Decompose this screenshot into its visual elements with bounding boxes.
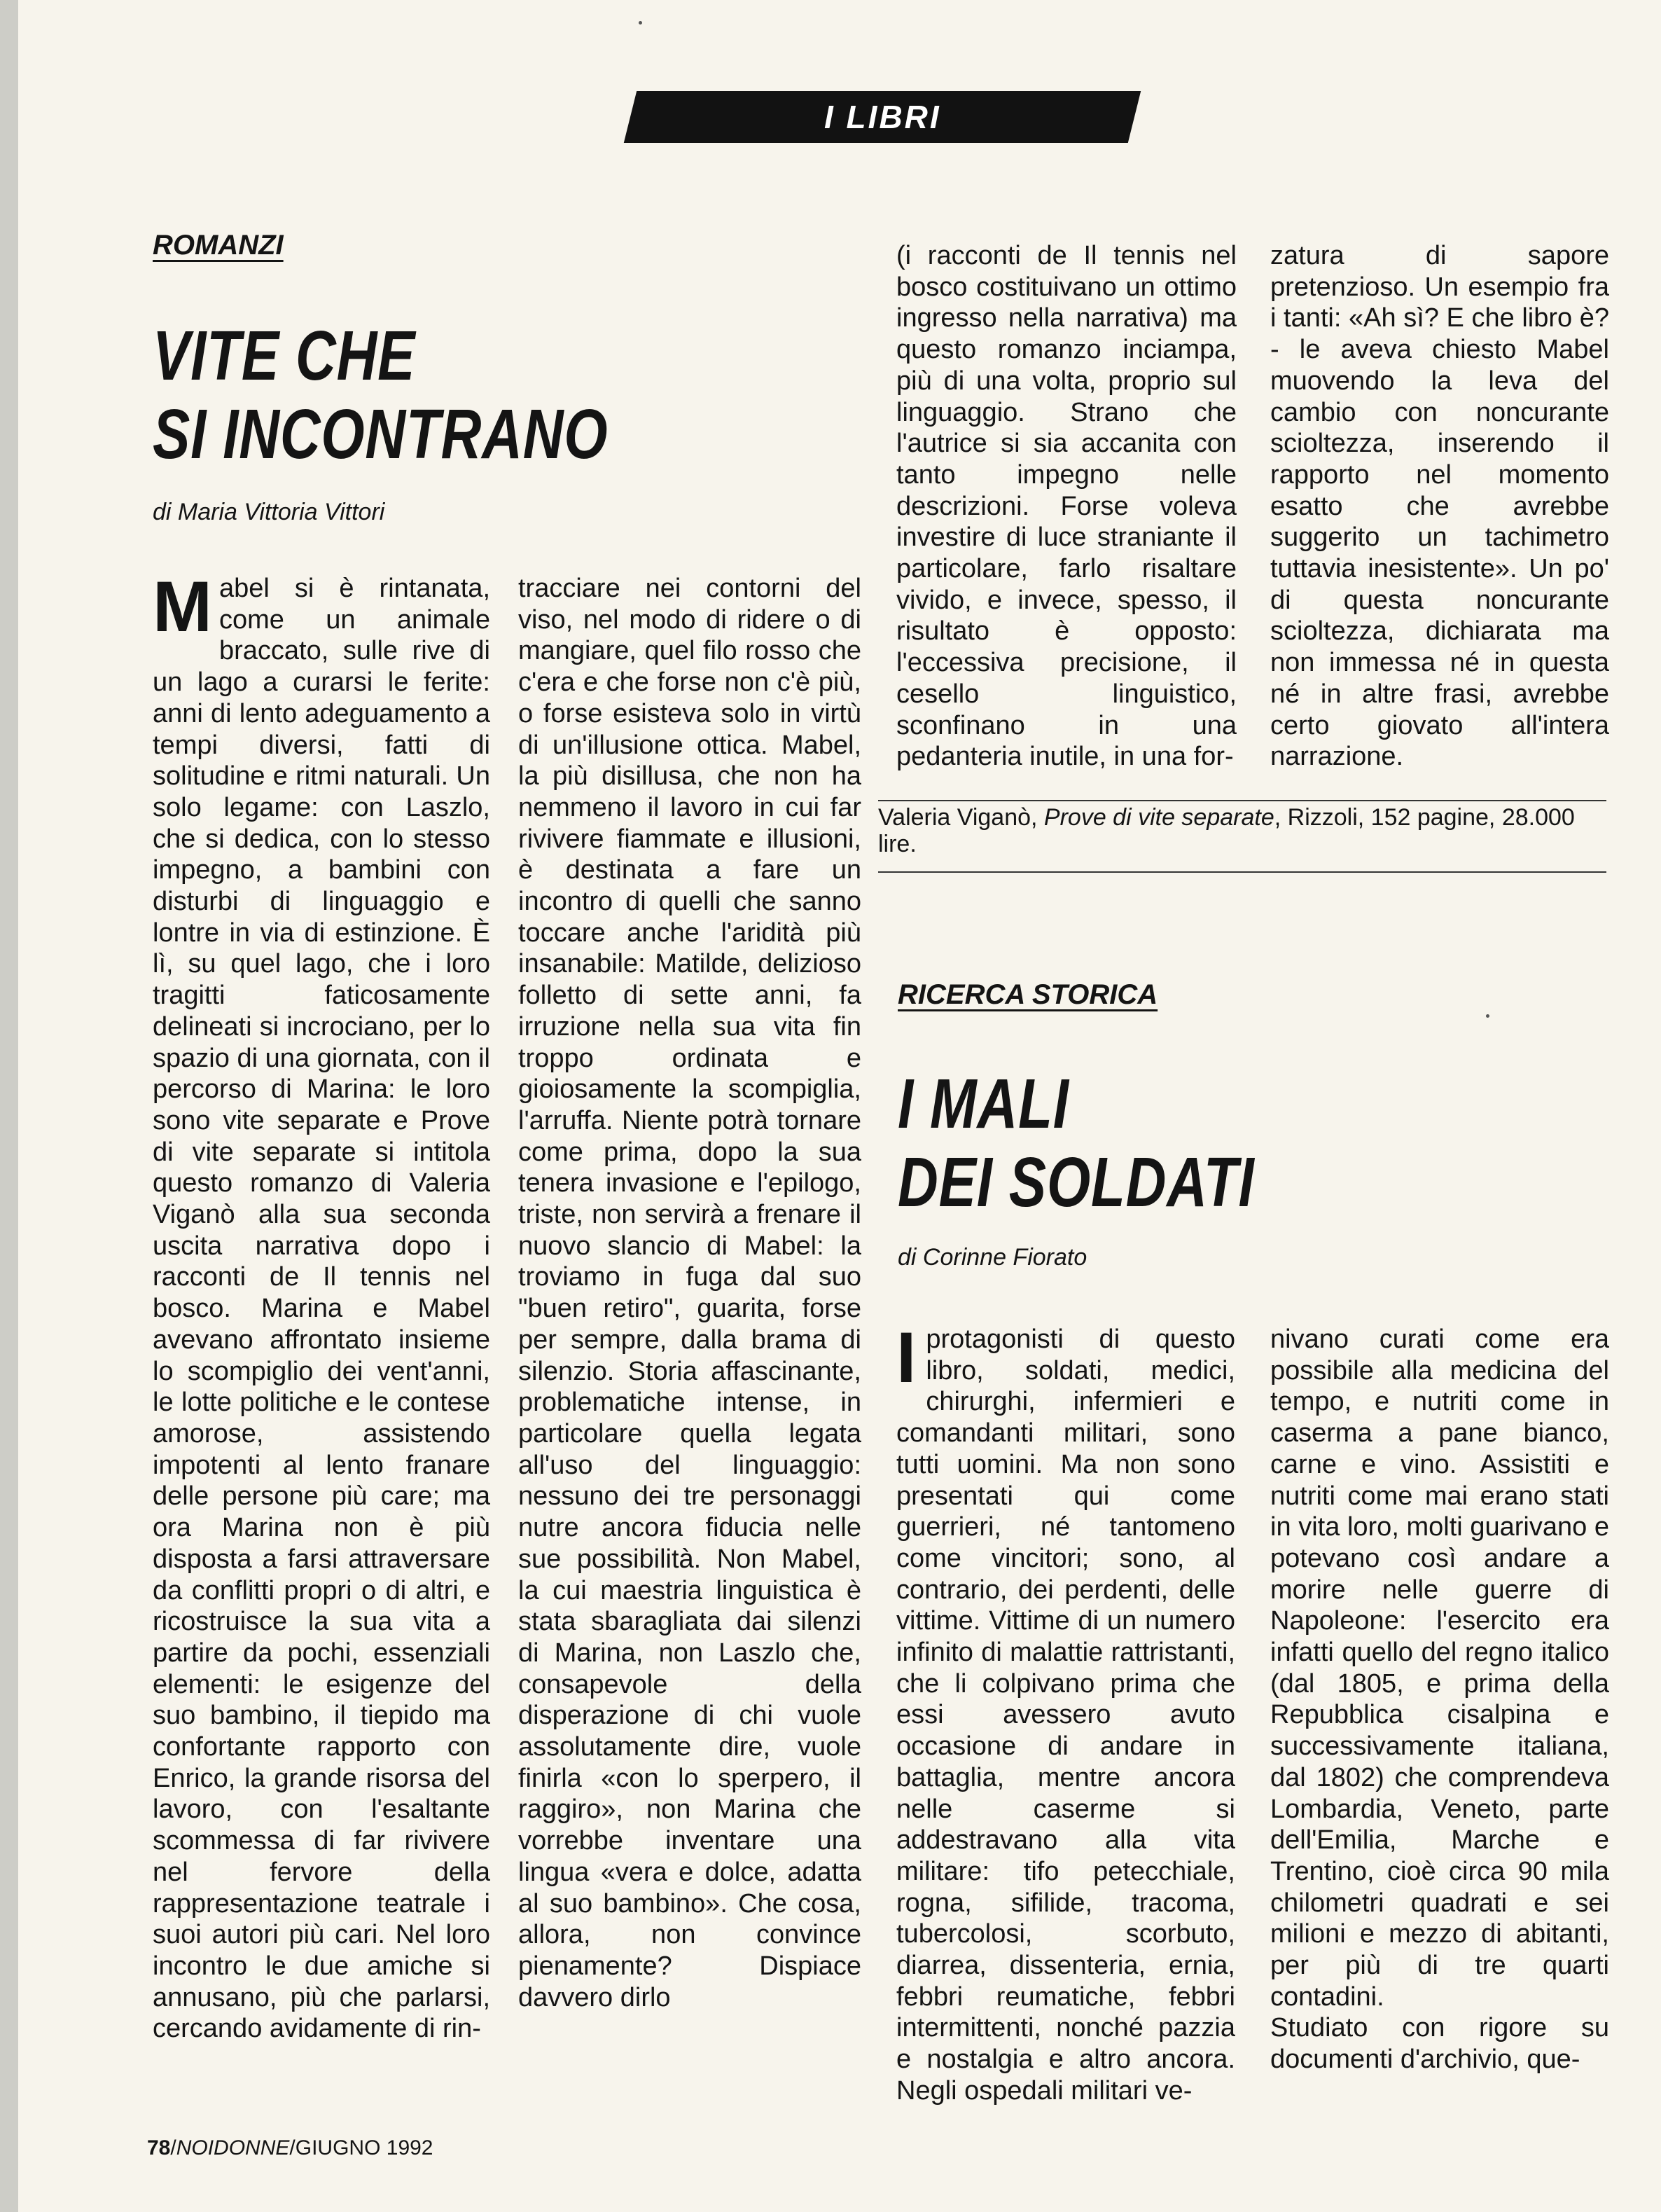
footer-separator-1: / <box>170 2136 176 2159</box>
article1-column-1-text: abel si è rintanata, come un animale braccato, sulle rive di un lago a curarsi le ferite: anni di lento adeguamento a tempi diversi, fatti di solitudine e ritmi naturali. Un solo legame: con Laszlo, che si dedica, con lo stesso impegno, a bambini con disturbi di linguaggio e lontre in via di estinzione. È lì, su quel lago, che i loro tragitti faticosamente delineati si incrociano, per lo spazio di una giornata, con il percorso di Marina: le loro sono vite separate e Prove di vite separate si intitola questo romanzo di Valeria Viganò alla sua seconda uscita narrativa dopo i racconti de Il tennis nel bosco. Marina e Mabel avevano affrontato insieme lo scompiglio dei vent'anni, le lotte politiche e le contese amorose, assistendo impotenti al lento franare delle persone più care; ma ora Marina non è più disposta a farsi attraversare da conflitti propri o di altri, e ricostruisce la sua vita a partire da pochi, essenziali elementi: le esigenze del suo bambino, il tiepido ma confortante rapporto con Enrico, la grande risorsa del lavoro, con l'esaltante scommessa di far rivivere nel fervore della rappresentazione teatrale i suoi autori più cari. Nel loro incontro le due amiche si annusano, più che parlarsi, cercando avidamente di rin- <box>153 574 490 2044</box>
credit-details: , Rizzoli, 152 pagine, 28.000 lire. <box>878 804 1575 857</box>
article2-title <box>898 1065 1255 1222</box>
article2-byline: di Corinne Fiorato <box>898 1244 1087 1271</box>
article1-column-3 <box>896 240 1237 773</box>
article2-column-1-text: protagonisti di questo libro, soldati, medici, chirurghi, infermieri e comandanti militari, sono tutti uomini. Ma non sono presentati qui come guerrieri, né tantomeno come vincitori; sono, al contrario, dei perdenti, delle vittime. Vittime di un numero infinito di malattie rattristanti, che li colpivano prima che essi avessero avuto occasione di andare in battaglia, mentre ancora nelle caserme si addestravano alla vita militare: tifo petecchiale, rogna, sifilide, tracoma, tubercolosi, scorbuto, diarrea, dissenteria, ernia, febbri reumatiche, febbri intermittenti, nonché pazzia e nostalgia e altro ancora. Negli ospedali militari ve- <box>896 1325 1235 2106</box>
magazine-name: NOIDONNE <box>176 2136 290 2159</box>
article1-column-1 <box>153 567 490 2045</box>
article2-column-2 <box>1270 1324 1609 2075</box>
section-banner <box>624 91 1141 143</box>
issue-date: GIUGNO 1992 <box>295 2136 433 2159</box>
article2-dropcap: I <box>896 1318 917 1397</box>
page-footer <box>147 2136 433 2160</box>
article1-column-4 <box>1270 240 1609 773</box>
article1-title-line2: SI INCONTRANO <box>153 395 609 473</box>
credit-rule-bottom <box>878 871 1606 873</box>
article1-column-3-text: (i racconti de Il tennis nel bosco costituivano un ottimo ingresso nella narrativa) ma questo romanzo inciampa, più di una volta, proprio sul linguaggio. Strano che l'autrice si sia accanita con tanto impegno nelle descrizioni. Forse voleva investire di luce straniante il particolare, farlo risaltare vivido, e invece, spesso, il risultato è opposto: l'eccessiva precisione, il cesello linguistico, sconfinano in una pedanteria inutile, in una for- <box>896 241 1237 772</box>
article1-title <box>153 317 608 473</box>
credit-author: Valeria Viganò, <box>878 804 1044 831</box>
article1-column-4-text: zatura di sapore pretenzioso. Un esempio fra i tanti: «Ah sì? E che libro è? - le aveva chiesto Mabel muovendo la leva del cambio con noncurante scioltezza, inserendo il rapporto nel momento esatto che avrebbe suggerito un tachimetro tuttavia inesistente». Un po' di questa noncurante scioltezza, dichiarata ma non immessa né in questa né in altre frasi, avrebbe certo giovato all'intera narrazione. <box>1270 241 1609 772</box>
article1-byline: di Maria Vittoria Vittori <box>153 499 385 525</box>
article2-title-line1: I MALI <box>898 1065 1069 1143</box>
article1-dropcap: M <box>153 567 212 647</box>
credit-rule-top <box>878 800 1606 801</box>
speck <box>1486 1014 1489 1018</box>
page-number: 78 <box>147 2136 171 2159</box>
scan-margin <box>0 0 18 2212</box>
article2-title-line2: DEI SOLDATI <box>898 1143 1255 1222</box>
section-title: I LIBRI <box>823 99 941 135</box>
article1-title-line1: VITE CHE <box>153 317 416 395</box>
article2-category: RICERCA STORICA <box>898 979 1158 1010</box>
speck <box>639 21 642 25</box>
article1-column-2 <box>518 573 861 2013</box>
article2-column-2-text-b: Studiato con rigore su documenti d'archivio, que- <box>1270 2013 1609 2075</box>
footer-separator-2: / <box>289 2136 296 2159</box>
article1-category: ROMANZI <box>153 230 284 261</box>
article2-column-2-text: nivano curati come era possibile alla medicina del tempo, e nutriti come in caserma a pane bianco, carne e vino. Assistiti e nutriti come mai erano stati in vita loro, molti guarivano e potevano così andare a morire nelle guerre di Napoleone: l'esercito era infatti quello del regno italico (dal 1805, e prima della Repubblica cisalpina e successivamente italiana, dal 1802) che comprendeva Lombardia, Veneto, parte dell'Emilia, Marche e Trentino, cioè circa 90 mila chilometri quadrati e sei milioni e mezzo di abitanti, per più di tre quarti contadini. <box>1270 1325 1609 2012</box>
credit-book-title: Prove di vite separate <box>1043 804 1274 831</box>
article2-column-1 <box>896 1318 1235 2107</box>
article1-column-2-text: tracciare nei contorni del viso, nel modo di ridere o di mangiare, quel filo rosso che c'era e che forse non c'è più, o forse esisteva solo in virtù di un'illusione ottica. Mabel, la più disillusa, che non ha nemmeno il lavoro in cui far rivivere fiammate e illusioni, è destinata a fare un incontro di quelli che sanno toccare anche l'aridità più insanabile: Matilde, delizioso folletto di sette anni, fa irruzione nella sua vita fin troppo ordinata e gioiosamente la scompiglia, l'arruffa. Niente potrà tornare come prima, dopo la sua tenera invasione e l'epilogo, triste, non servirà a frenare il nuovo slancio di Mabel: la troviamo in fuga dal suo "buen retiro", guarita, forse per sempre, dalla brama di silenzio. Storia affascinante, problematiche intense, in particolare quella legata all'uso del linguaggio: nessuno dei tre personaggi nutre ancora fiducia nelle sue possibilità. Non Mabel, la cui maestria linguistica è stata sbaragliata dai silenzi di Marina, non Laszlo che, consapevole della disperazione di chi vuole assolutamente dire, vuole finirla «con lo sperpero, il raggiro», non Marina che vorrebbe inventare una lingua «vera e dolce, adatta al suo bambino». Che cosa, allora, non convince pienamente? Dispiace davvero dirlo <box>518 574 861 2012</box>
book-credit <box>878 804 1606 857</box>
